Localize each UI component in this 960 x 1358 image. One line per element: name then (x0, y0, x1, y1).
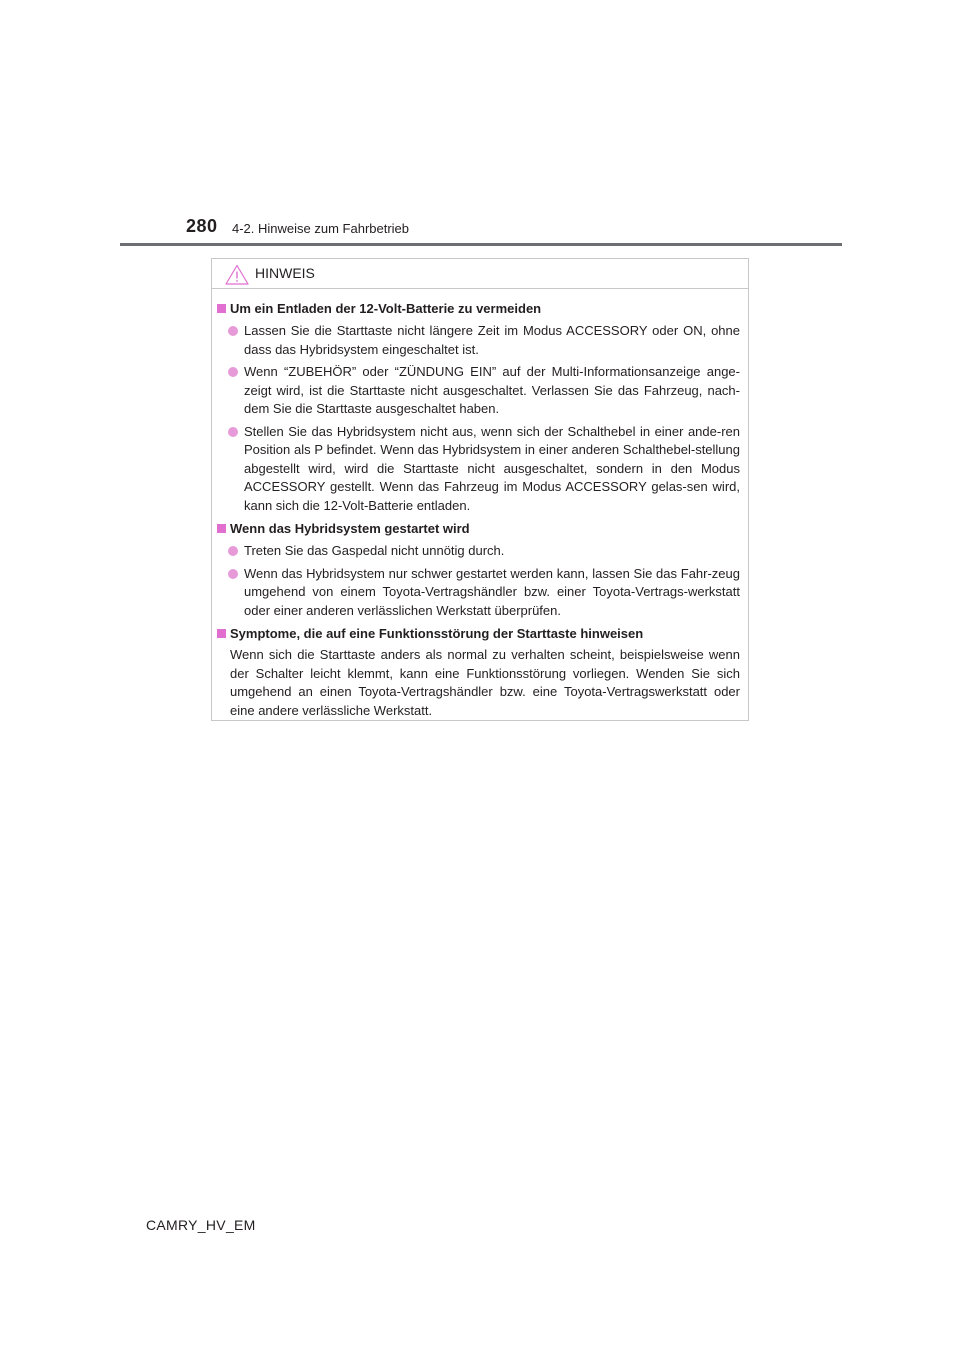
page-number: 280 (186, 216, 218, 236)
dot-bullet-icon (228, 326, 238, 336)
dot-bullet-icon (228, 427, 238, 437)
notice-box (211, 258, 749, 721)
list-item: Wenn das Hybridsystem nur schwer gestartet werden kann, lassen Sie das Fahr-zeug umgehend von einem Toyota-Vertragshändler bzw. einer Toyota-Vertrags-werkstatt oder einer anderen verlässlichen Werkstatt überprüfen. (230, 565, 740, 621)
header-rule (120, 243, 842, 246)
dot-bullet-icon (228, 367, 238, 377)
topic-heading: Symptome, die auf eine Funktionsstörung der Starttaste hinweisen (230, 624, 740, 643)
notice-title: HINWEIS (255, 265, 315, 281)
square-bullet-icon (217, 629, 226, 638)
section-title: 4-2. Hinweise zum Fahrbetrieb (232, 221, 410, 236)
paragraph: Wenn sich die Starttaste anders als normal zu verhalten scheint, beispielsweise wenn der Schalter leicht klemmt, kann eine Funktionsstörung vorliegen. Wenden Sie sich umgehend an einen Toyota-Vertragshändler bzw. eine Toyota-Vertragswerkstatt oder eine andere verlässliche Werkstatt. (230, 647, 740, 718)
list-item: Stellen Sie das Hybridsystem nicht aus, wenn sich der Schalthebel in einer ande-ren Position als P befindet. Wenn das Hybridsystem in einer anderen Schalthebel-stellung abgestellt wird, wird die Starttaste nicht ausgeschaltet, sondern in den Modus ACCESSORY gestellt. Wenn das Fahrzeug im Modus ACCESSORY gelas-sen wird, kann sich die 12-Volt-Batterie entladen. (230, 423, 740, 516)
topic-heading: Wenn das Hybridsystem gestartet wird (230, 519, 740, 538)
list-item: Lassen Sie die Starttaste nicht längere Zeit im Modus ACCESSORY oder ON, ohne dass das Hybridsystem eingeschaltet ist. (230, 322, 740, 359)
square-bullet-icon (217, 524, 226, 533)
list-item: Treten Sie das Gaspedal nicht unnötig durch. (230, 542, 740, 561)
footer-code: CAMRY_HV_EM (146, 1217, 256, 1233)
square-bullet-icon (217, 304, 226, 313)
notice-header (212, 259, 748, 289)
dot-bullet-icon (228, 569, 238, 579)
warning-triangle-icon (225, 264, 249, 285)
topic-battery (212, 299, 740, 515)
notice-body (212, 299, 748, 720)
topic-heading: Um ein Entladen der 12-Volt-Batterie zu vermeiden (230, 299, 740, 318)
list-item: Wenn “ZUBEHÖR” oder “ZÜNDUNG EIN” auf der Multi-Informationsanzeige ange-zeigt wird, ist die Starttaste nicht ausgeschaltet. Verlassen Sie das Fahrzeug, nach-dem Sie die Starttaste ausgeschaltet haben. (230, 363, 740, 419)
topic-malfunction (212, 624, 740, 720)
dot-bullet-icon (228, 546, 238, 556)
topic-hybrid-start (212, 519, 740, 620)
